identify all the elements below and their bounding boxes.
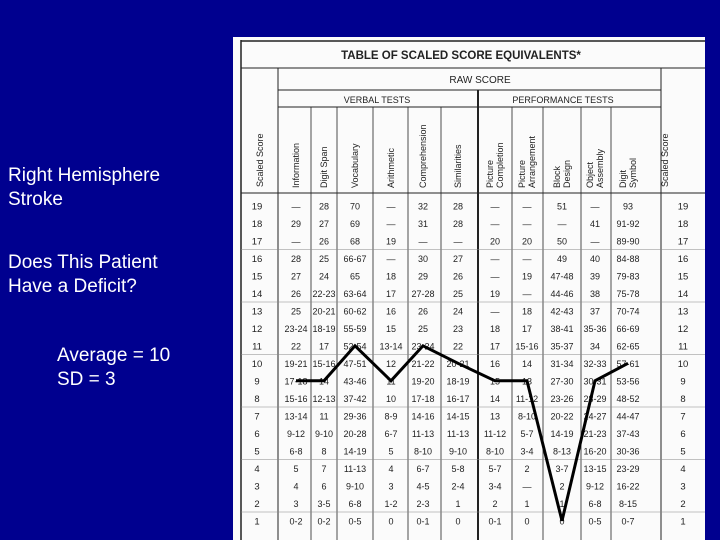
scaled-score-left: 17 bbox=[251, 236, 263, 248]
table-cell: 16-17 bbox=[446, 394, 470, 404]
table-cell: 23-29 bbox=[616, 464, 640, 474]
performance-tests-label: PERFORMANCE TESTS bbox=[512, 95, 614, 105]
table-cell: 84-88 bbox=[616, 254, 640, 264]
table-cell: 20-21 bbox=[312, 306, 336, 317]
table-cell: 19 bbox=[489, 289, 501, 299]
table-cell: 15-16 bbox=[284, 394, 308, 404]
table-cell: 14 bbox=[489, 394, 501, 404]
table-cell: 27-30 bbox=[550, 376, 574, 387]
table-cell: — bbox=[522, 289, 532, 299]
table-cell: 10 bbox=[385, 394, 397, 404]
table-cell: 8-10 bbox=[517, 411, 537, 422]
table-cell: 27 bbox=[318, 219, 330, 229]
table-cell: 14 bbox=[521, 359, 533, 369]
table-cell: 15 bbox=[489, 376, 501, 387]
table-cell: 39 bbox=[589, 271, 601, 282]
table-cell: 3-5 bbox=[317, 499, 331, 509]
column-header: Design bbox=[562, 159, 572, 188]
table-cell: 16 bbox=[385, 306, 397, 317]
table-cell: — bbox=[490, 306, 500, 317]
table-cell: 19 bbox=[521, 271, 533, 282]
table-cell: 11-13 bbox=[446, 429, 470, 439]
table-cell: 25 bbox=[452, 289, 464, 299]
column-header: Similarities bbox=[453, 144, 463, 188]
table-cell: 5-7 bbox=[520, 429, 534, 439]
table-cell: — bbox=[557, 219, 567, 229]
table-cell: 89-90 bbox=[616, 236, 640, 247]
scaled-score-right: 19 bbox=[677, 201, 689, 213]
table-cell: 23-24 bbox=[411, 341, 435, 352]
table-cell: — bbox=[490, 271, 500, 282]
question-line1: Does This Patient bbox=[8, 252, 158, 273]
table-cell: 68 bbox=[349, 236, 361, 247]
column-header: Information bbox=[291, 142, 301, 188]
column-header: Assembly bbox=[595, 148, 605, 188]
table-cell: 16-20 bbox=[583, 446, 607, 457]
table-cell: — bbox=[490, 254, 500, 264]
table-cell: 9-10 bbox=[448, 446, 468, 457]
table-cell: 14 bbox=[318, 376, 330, 387]
table-cell: 17 bbox=[385, 289, 397, 299]
table-cell: — bbox=[590, 201, 600, 212]
table-cell: — bbox=[490, 201, 500, 212]
table-cell: 32-33 bbox=[583, 359, 607, 369]
table-cell: 14-19 bbox=[343, 446, 367, 457]
table-cell: 15 bbox=[385, 324, 397, 334]
table-cell: 5-7 bbox=[488, 464, 502, 474]
table-cell: 5 bbox=[293, 464, 299, 474]
slide-question bbox=[8, 251, 223, 299]
table-cell: 0 bbox=[524, 516, 530, 527]
scaled-score-right: 3 bbox=[680, 481, 686, 493]
slide-heading-right-hemisphere bbox=[8, 164, 223, 212]
table-cell: 17 bbox=[318, 341, 330, 352]
table-cell: — bbox=[291, 201, 301, 212]
table-cell: 9-12 bbox=[286, 429, 306, 439]
scaled-score-right: 18 bbox=[677, 219, 689, 230]
table-cell: 0-2 bbox=[289, 516, 303, 527]
table-cell: 26 bbox=[290, 289, 302, 299]
table-cell: 13-15 bbox=[583, 464, 607, 474]
table-cell: 31 bbox=[417, 219, 429, 229]
table-cell: 14-15 bbox=[446, 411, 470, 422]
table-cell: 57-61 bbox=[616, 359, 640, 369]
table-cell: 22 bbox=[290, 341, 302, 352]
scaled-score-right: 12 bbox=[677, 324, 689, 335]
table-cell: 23 bbox=[452, 324, 464, 334]
table-cell: 30-31 bbox=[583, 376, 607, 387]
table-cell: 38 bbox=[589, 289, 601, 299]
table-cell: 9-10 bbox=[314, 429, 334, 439]
table-cell: 0-5 bbox=[348, 516, 362, 527]
table-cell: 0-1 bbox=[488, 516, 502, 527]
table-cell: 6-8 bbox=[588, 499, 602, 509]
table-cell: — bbox=[453, 236, 463, 247]
table-cell: 8 bbox=[321, 446, 327, 457]
table-cell: 24-27 bbox=[583, 411, 607, 422]
table-cell: 6 bbox=[321, 481, 327, 492]
scaled-score-right: 15 bbox=[677, 271, 689, 283]
verbal-tests-label: VERBAL TESTS bbox=[343, 95, 411, 105]
scaled-score-left: 12 bbox=[251, 324, 263, 335]
table-cell: — bbox=[522, 481, 532, 492]
table-cell: — bbox=[522, 254, 532, 264]
scaled-score-right: 13 bbox=[677, 306, 689, 318]
table-cell: — bbox=[386, 201, 396, 212]
scaled-score-right: 6 bbox=[680, 429, 686, 440]
table-cell: 17 bbox=[489, 341, 501, 352]
table-cell: 28 bbox=[452, 219, 464, 229]
table-cell: 60-62 bbox=[343, 306, 367, 317]
table-cell: 14-16 bbox=[411, 411, 435, 422]
table-cell: 13-14 bbox=[284, 411, 308, 422]
table-cell: 25 bbox=[417, 324, 429, 334]
table-cell: 65 bbox=[349, 271, 361, 282]
table-cell: 26 bbox=[417, 306, 429, 317]
table-cell: 29 bbox=[417, 271, 429, 282]
table-cell: 16-22 bbox=[616, 481, 640, 492]
table-cell: 17-18 bbox=[284, 376, 308, 387]
scaled-score-left: 1 bbox=[254, 516, 260, 528]
table-cell: 18 bbox=[521, 306, 533, 317]
table-cell: 28 bbox=[452, 201, 464, 212]
table-cell: 11-12 bbox=[483, 429, 507, 439]
table-cell: 6-8 bbox=[289, 446, 303, 457]
table-cell: 13 bbox=[521, 376, 533, 387]
table-cell: 19-21 bbox=[284, 359, 308, 369]
scaled-score-left: 6 bbox=[254, 429, 260, 440]
stats-sd: SD = 3 bbox=[57, 369, 116, 390]
table-cell: 11-12 bbox=[515, 394, 539, 404]
table-cell: 8-9 bbox=[384, 411, 398, 422]
table-cell: 30-36 bbox=[616, 446, 640, 457]
table-cell: 3-4 bbox=[520, 446, 534, 457]
table-cell: 44-46 bbox=[550, 289, 574, 299]
table-cell: 47-51 bbox=[343, 359, 367, 369]
table-cell: — bbox=[590, 236, 600, 247]
scaled-score-right: 16 bbox=[677, 254, 689, 265]
table-cell: 48-52 bbox=[616, 394, 640, 404]
table-cell: 43-46 bbox=[343, 376, 367, 387]
table-cell: 18-19 bbox=[446, 376, 470, 387]
table-cell: 93 bbox=[622, 201, 634, 212]
table-cell: 41 bbox=[589, 219, 601, 229]
table-cell: 22 bbox=[452, 341, 464, 352]
table-cell: 37-42 bbox=[343, 394, 367, 404]
table-cell: 14-19 bbox=[550, 429, 574, 439]
table-cell: 52-54 bbox=[343, 341, 367, 352]
table-cell: 75-78 bbox=[616, 289, 640, 299]
stats-average: Average = 10 bbox=[57, 345, 171, 366]
table-cell: 9-10 bbox=[345, 481, 365, 492]
table-cell: 6-7 bbox=[416, 464, 430, 474]
table-cell: 11 bbox=[386, 376, 396, 387]
table-cell: 21-23 bbox=[583, 429, 607, 439]
table-cell: 7 bbox=[321, 464, 327, 474]
column-header: Comprehension bbox=[418, 124, 428, 188]
scaled-score-left: 9 bbox=[254, 376, 260, 388]
table-cell: 2 bbox=[559, 481, 565, 492]
table-cell: 28-29 bbox=[583, 394, 607, 404]
scaled-score-left: 13 bbox=[251, 306, 263, 318]
scaled-score-left: 10 bbox=[251, 359, 263, 370]
scaled-score-right: 5 bbox=[680, 446, 686, 458]
table-cell: 70-74 bbox=[616, 306, 640, 317]
scaled-score-right: 9 bbox=[680, 376, 686, 388]
table-cell: 25 bbox=[318, 254, 330, 264]
table-cell: 8-10 bbox=[413, 446, 433, 457]
table-cell: 12-13 bbox=[312, 394, 336, 404]
table-cell: 17-18 bbox=[411, 394, 435, 404]
scaled-score-left: 11 bbox=[252, 341, 262, 353]
table-cell: 53-56 bbox=[616, 376, 640, 387]
table-cell: — bbox=[522, 201, 532, 212]
table-cell: 62-65 bbox=[616, 341, 640, 352]
scaled-score-left: 19 bbox=[251, 201, 263, 213]
table-cell: 3-4 bbox=[488, 481, 502, 492]
column-header: Completion bbox=[495, 142, 505, 188]
table-cell: 63-64 bbox=[343, 289, 367, 299]
table-cell: — bbox=[490, 219, 500, 229]
column-header: Digit bbox=[618, 169, 628, 188]
scaled-score-header-left: Scaled Score bbox=[255, 133, 265, 187]
table-cell: 27 bbox=[290, 271, 302, 282]
table-cell: 0 bbox=[455, 516, 461, 527]
table-cell: 50 bbox=[556, 236, 568, 247]
table-cell: 1 bbox=[524, 499, 530, 509]
table-cell: 55-59 bbox=[343, 324, 367, 334]
column-header: Picture bbox=[517, 159, 527, 188]
table-cell: 26 bbox=[452, 271, 464, 282]
table-cell: 17 bbox=[521, 324, 533, 334]
table-cell: — bbox=[386, 219, 396, 229]
table-cell: 13 bbox=[489, 411, 501, 422]
table-cell: 2-4 bbox=[451, 481, 465, 492]
table-cell: 79-83 bbox=[616, 271, 640, 282]
scaled-score-left: 3 bbox=[254, 481, 260, 493]
table-cell: 8-15 bbox=[618, 499, 638, 509]
table-cell: 70 bbox=[349, 201, 361, 212]
scaled-score-right: 8 bbox=[680, 394, 686, 405]
table-cell: 18-19 bbox=[312, 324, 336, 334]
table-cell: 47-48 bbox=[550, 271, 574, 282]
table-cell: 20-22 bbox=[550, 411, 574, 422]
column-header: Digit Span bbox=[319, 146, 329, 188]
scaled-score-right: 7 bbox=[680, 411, 686, 423]
column-header: Vocabulary bbox=[350, 143, 360, 188]
table-cell: — bbox=[418, 236, 428, 247]
table-cell: 29 bbox=[290, 219, 302, 229]
table-cell: 29-36 bbox=[343, 411, 367, 422]
table-cell: 40 bbox=[589, 254, 601, 264]
table-cell: 8-13 bbox=[552, 446, 572, 457]
table-title: TABLE OF SCALED SCORE EQUIVALENTS* bbox=[341, 50, 581, 62]
scaled-score-right: 10 bbox=[677, 359, 689, 370]
column-header: Arrangement bbox=[527, 135, 537, 188]
table-cell: 26 bbox=[318, 236, 330, 247]
heading1-line2: Stroke bbox=[8, 189, 63, 210]
table-cell: 27-28 bbox=[411, 289, 435, 299]
scaled-score-header-right: Scaled Score bbox=[660, 133, 670, 187]
table-cell: 4 bbox=[293, 481, 299, 492]
table-cell: 19 bbox=[385, 236, 397, 247]
table-cell: 35-36 bbox=[583, 324, 607, 334]
table-cell: 0-5 bbox=[588, 516, 602, 527]
heading1-line1: Right Hemisphere bbox=[8, 165, 161, 186]
table-cell: 16 bbox=[489, 359, 501, 369]
table-cell: — bbox=[291, 236, 301, 247]
table-cell: 38-41 bbox=[550, 324, 574, 334]
table-cell: 1 bbox=[455, 499, 461, 509]
table-cell: 3-7 bbox=[555, 464, 569, 474]
table-cell: 69 bbox=[349, 219, 361, 229]
table-cell: 30 bbox=[417, 254, 429, 264]
table-cell: 15-16 bbox=[515, 341, 539, 352]
table-cell: 21-22 bbox=[411, 359, 435, 369]
table-cell: 19-20 bbox=[411, 376, 435, 387]
scaled-score-left: 5 bbox=[254, 446, 260, 458]
table-cell: 66-69 bbox=[616, 324, 640, 334]
table-cell: 91-92 bbox=[616, 219, 640, 229]
column-header: Object bbox=[585, 161, 595, 188]
table-cell: 27 bbox=[452, 254, 464, 264]
table-cell: 1-2 bbox=[384, 499, 398, 509]
table-cell: 15-16 bbox=[312, 359, 336, 369]
table-cell: 3 bbox=[388, 481, 394, 492]
table-cell: 37-43 bbox=[616, 429, 640, 439]
table-cell: 20-21 bbox=[446, 359, 470, 369]
table-cell: 2-3 bbox=[416, 499, 430, 509]
table-cell: 18 bbox=[489, 324, 501, 334]
scaled-score-right: 14 bbox=[677, 289, 689, 300]
table-cell: 20 bbox=[521, 236, 533, 247]
table-cell: 0-1 bbox=[416, 516, 430, 527]
table-cell: 28 bbox=[318, 201, 330, 212]
table-cell: 11-13 bbox=[411, 429, 435, 439]
table-cell: 2 bbox=[492, 499, 498, 509]
table-cell: 0-7 bbox=[621, 516, 635, 527]
table-cell: 51 bbox=[556, 201, 568, 212]
table-cell: 12 bbox=[385, 359, 397, 369]
scaled-score-left: 7 bbox=[254, 411, 260, 423]
table-cell: 20-28 bbox=[343, 429, 367, 439]
table-cell: 13-14 bbox=[379, 341, 403, 352]
scaled-score-right: 17 bbox=[677, 236, 689, 248]
table-cell: 18 bbox=[385, 271, 397, 282]
table-cell: 22-23 bbox=[312, 289, 336, 299]
table-cell: 44-47 bbox=[616, 411, 640, 422]
table-cell: 5-8 bbox=[451, 464, 465, 474]
scaled-score-right: 4 bbox=[680, 464, 686, 475]
table-cell: 11-13 bbox=[343, 464, 367, 474]
table-cell: 23-26 bbox=[550, 394, 574, 404]
table-cell: 0 bbox=[559, 516, 565, 527]
table-cell: 32 bbox=[417, 201, 429, 212]
column-header: Block bbox=[552, 165, 562, 188]
scaled-score-left: 4 bbox=[254, 464, 260, 475]
scaled-score-right: 2 bbox=[680, 499, 686, 510]
table-cell: 0 bbox=[388, 516, 394, 527]
scaled-score-left: 18 bbox=[251, 219, 263, 230]
table-cell: 20 bbox=[489, 236, 501, 247]
scaled-score-right: 11 bbox=[678, 341, 688, 353]
scaled-score-left: 8 bbox=[254, 394, 260, 405]
scaled-score-table-scan bbox=[233, 37, 705, 540]
column-header: Symbol bbox=[628, 157, 638, 188]
table-cell: 23-24 bbox=[284, 324, 308, 334]
scaled-score-left: 16 bbox=[251, 254, 263, 265]
table-cell: 66-67 bbox=[343, 254, 367, 264]
table-cell: 34 bbox=[589, 341, 601, 352]
table-cell: 24 bbox=[318, 271, 330, 282]
table-cell: — bbox=[522, 219, 532, 229]
scaled-score-table bbox=[233, 37, 705, 540]
table-cell: 24 bbox=[452, 306, 464, 317]
table-cell: 4 bbox=[388, 464, 394, 474]
table-cell: 42-43 bbox=[550, 306, 574, 317]
table-cell: 31-34 bbox=[550, 359, 574, 369]
table-cell: 9-12 bbox=[585, 481, 605, 492]
table-cell: 4-5 bbox=[416, 481, 430, 492]
raw-score-label: RAW SCORE bbox=[449, 75, 511, 86]
table-cell: 3 bbox=[293, 499, 299, 509]
table-cell: 49 bbox=[556, 254, 568, 264]
slide-stats bbox=[57, 344, 227, 392]
table-cell: 6-7 bbox=[384, 429, 398, 439]
question-line2: Have a Deficit? bbox=[8, 276, 137, 297]
table-cell: 6-8 bbox=[348, 499, 362, 509]
table-cell: 28 bbox=[290, 254, 302, 264]
scaled-score-left: 14 bbox=[251, 289, 263, 300]
table-cell: — bbox=[386, 254, 396, 264]
table-cell: 0-2 bbox=[317, 516, 331, 527]
table-cell: 37 bbox=[589, 306, 601, 317]
table-cell: 11 bbox=[319, 411, 329, 422]
table-cell: 8-10 bbox=[485, 446, 505, 457]
table-cell: 5 bbox=[388, 446, 394, 457]
scaled-score-right: 1 bbox=[680, 516, 686, 528]
table-cell: 25 bbox=[290, 306, 302, 317]
table-cell: 1 bbox=[559, 499, 565, 509]
scaled-score-left: 15 bbox=[251, 271, 263, 283]
column-header: Arithmetic bbox=[386, 147, 396, 188]
table-cell: 35-37 bbox=[550, 341, 574, 352]
column-header: Picture bbox=[485, 159, 495, 188]
table-cell: 2 bbox=[524, 464, 530, 474]
scaled-score-left: 2 bbox=[254, 499, 260, 510]
